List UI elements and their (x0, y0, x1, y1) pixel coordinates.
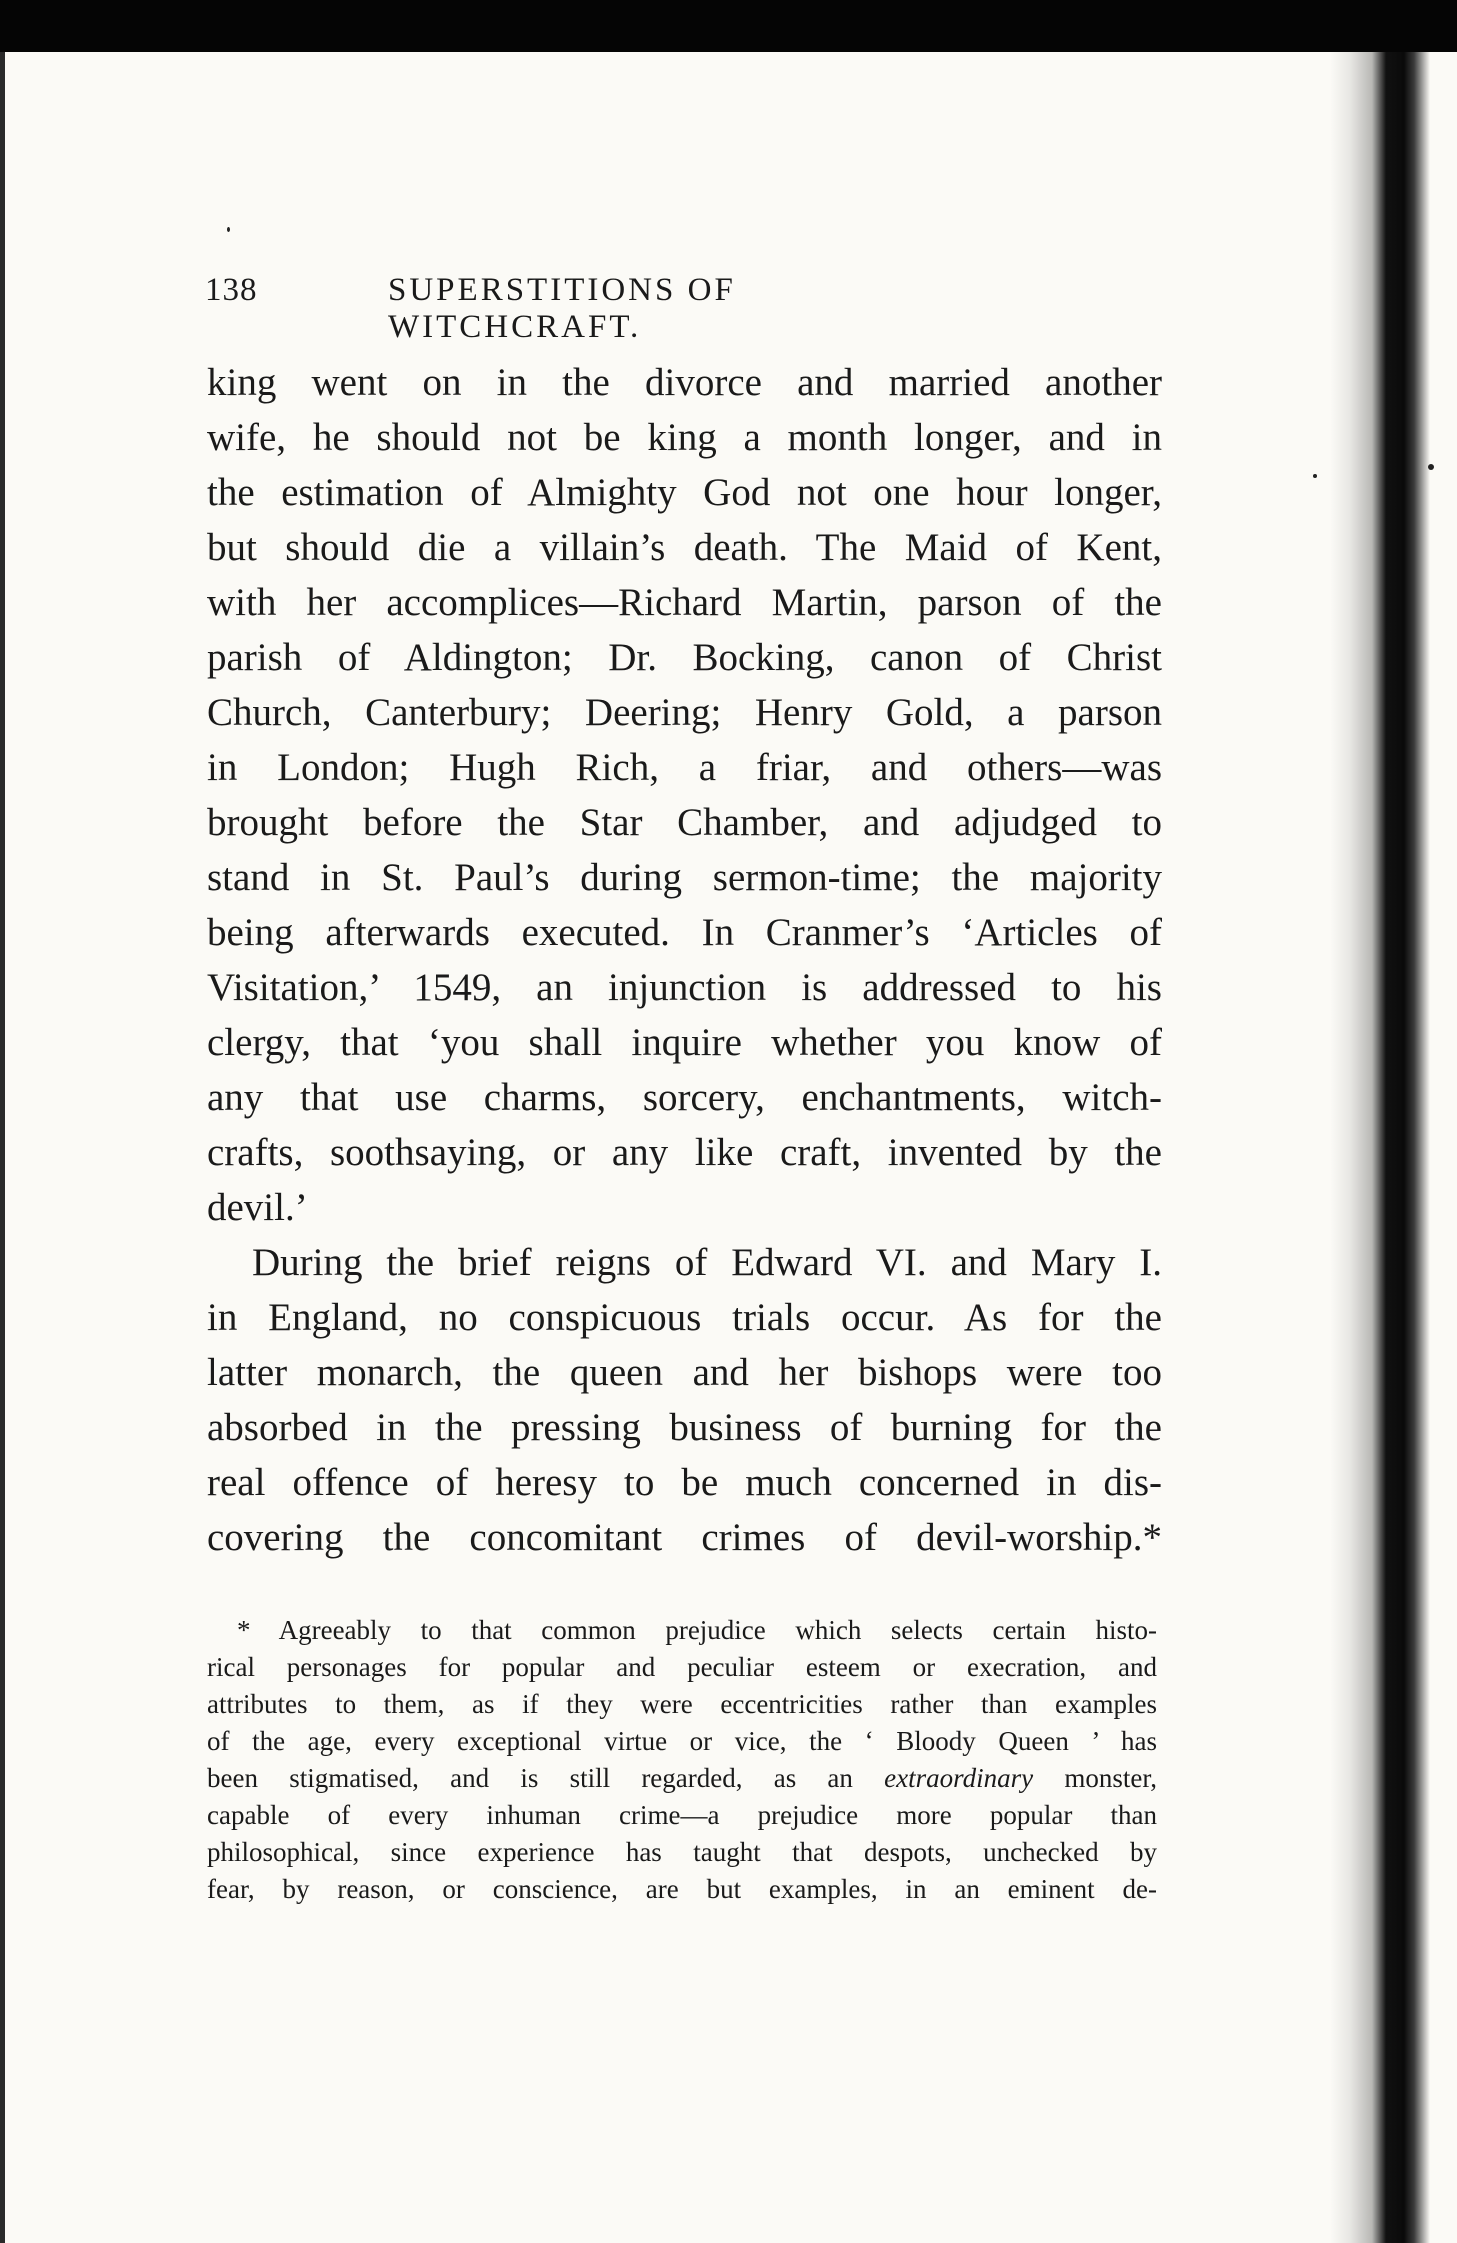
body-text (207, 355, 1162, 1565)
text-line: clergy, that ‘you shall inquire whether you know of (207, 1021, 1162, 1064)
footnote-line: attributes to them, as if they were eccentricities rather than examples (207, 1689, 1157, 1719)
text-line: real offence of heresy to be much concerned in dis- (207, 1461, 1162, 1504)
text-line: in London; Hugh Rich, a friar, and others—was (207, 746, 1162, 789)
text-line: in England, no conspicuous trials occur. As for the (207, 1296, 1162, 1339)
scan-top-border (0, 0, 1457, 52)
text-line: brought before the Star Chamber, and adjudged to (207, 801, 1162, 844)
scan-speck (1313, 474, 1317, 478)
footnote-line: rical personages for popular and peculiar esteem or execration, and (207, 1652, 1157, 1682)
text-line: covering the concomitant crimes of devil-worship.* (207, 1516, 1162, 1559)
footnote-line: capable of every inhuman crime—a prejudice more popular than (207, 1800, 1157, 1830)
page-header (205, 272, 995, 345)
text-line: Church, Canterbury; Deering; Henry Gold, a parson (207, 691, 1162, 734)
running-title: SUPERSTITIONS OF WITCHCRAFT. (388, 272, 736, 345)
text-line: king went on in the divorce and married another (207, 361, 1162, 404)
text-line: Visitation,’ 1549, an injunction is addressed to his (207, 966, 1162, 1009)
text-line: crafts, soothsaying, or any like craft, invented by the (207, 1131, 1162, 1174)
scan-left-edge (0, 52, 5, 2243)
footnote-line: of the age, every exceptional virtue or vice, the ‘ Bloody Queen ’ has (207, 1726, 1157, 1756)
text-line: but should die a villain’s death. The Maid of Kent, (207, 526, 1162, 569)
book-binding-shadow (1330, 52, 1457, 2243)
footnote-line: * Agreeably to that common prejudice which selects certain histo- (237, 1615, 1157, 1645)
footnote-text: monster, (1033, 1763, 1158, 1793)
paragraph-first-line: During the brief reigns of Edward VI. and Mary I. (252, 1241, 1162, 1284)
footnote-line-with-italic (207, 1760, 1157, 1797)
footnote-line: fear, by reason, or conscience, are but examples, in an eminent de- (207, 1874, 1157, 1904)
page-number: 138 (205, 272, 258, 308)
text-line: stand in St. Paul’s during sermon-time; the majority (207, 856, 1162, 899)
text-line: with her accomplices—Richard Martin, parson of the (207, 581, 1162, 624)
footnote-line: philosophical, since experience has taught that despots, unchecked by (207, 1837, 1157, 1867)
text-line: being afterwards executed. In Cranmer’s ‘Articles of (207, 911, 1162, 954)
text-line: any that use charms, sorcery, enchantments, witch- (207, 1076, 1162, 1119)
text-line: latter monarch, the queen and her bishops were too (207, 1351, 1162, 1394)
scan-speck (1428, 464, 1434, 470)
text-line: absorbed in the pressing business of burning for the (207, 1406, 1162, 1449)
text-line: parish of Aldington; Dr. Bocking, canon of Christ (207, 636, 1162, 679)
scan-speck (227, 227, 230, 232)
text-line: the estimation of Almighty God not one hour longer, (207, 471, 1162, 514)
footnote-italic-word: extraordinary (884, 1763, 1034, 1793)
text-line: devil.’ (207, 1186, 308, 1229)
footnote-text: been stigmatised, and is still regarded, as an (207, 1763, 853, 1793)
text-line: wife, he should not be king a month longer, and in (207, 416, 1162, 459)
footnote (207, 1612, 1157, 1908)
